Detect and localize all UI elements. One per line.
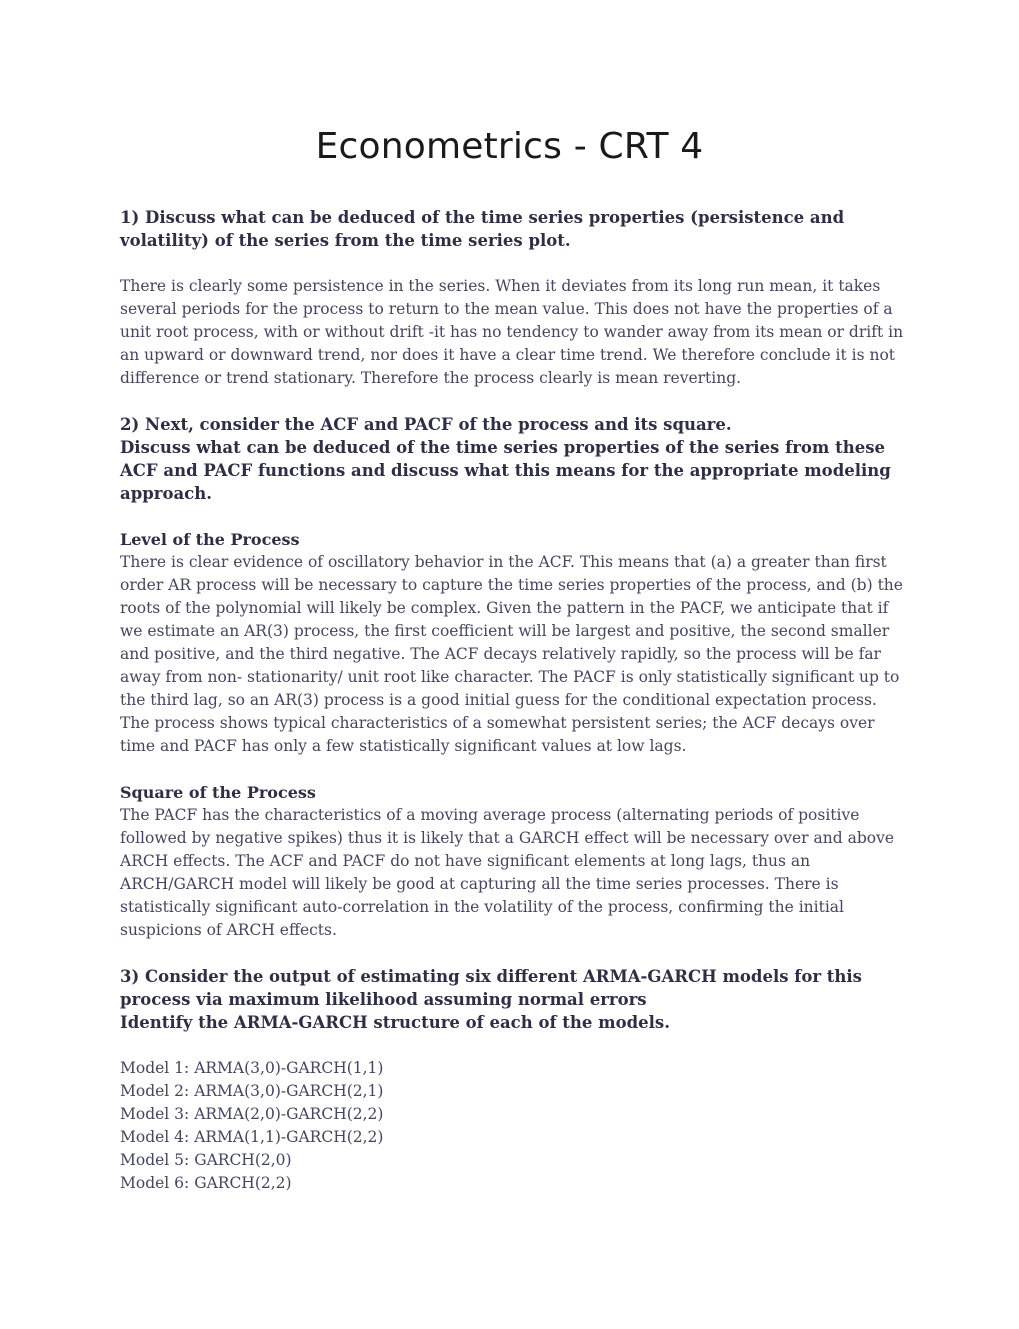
question-2-line-1: 2) Next, consider the ACF and PACF of the process and its square. — [120, 415, 732, 434]
square-heading: Square of the Process — [120, 783, 316, 802]
model-list — [120, 1057, 910, 1195]
list-item: Model 6: GARCH(2,2) — [120, 1174, 292, 1192]
list-item: Model 5: GARCH(2,0) — [120, 1151, 292, 1169]
level-heading: Level of the Process — [120, 530, 300, 549]
question-1: 1) Discuss what can be deduced of the time series properties (persistence and volatility) of the series from the time series plot. — [120, 208, 845, 250]
page-title: Econometrics - CRT 4 — [315, 126, 704, 167]
list-item: Model 1: ARMA(3,0)-GARCH(1,1) — [120, 1059, 384, 1077]
question-3-line-1: 3) Consider the output of estimating six different ARMA-GARCH models for this process via maximum likelihood assuming normal errors — [120, 967, 862, 1009]
question-2-line-2: Discuss what can be deduced of the time series properties of the series from these ACF and PACF functions and discuss what this means for the appropriate modeling approach. — [120, 438, 891, 503]
square-text: The PACF has the characteristics of a moving average process (alternating periods of positive followed by negative spikes) thus it is likely that a GARCH effect will be necessary over and above ARCH effects. The ACF and PACF do not have significant elements at long lags, thus an ARCH/GARCH model will likely be good at capturing all the time series processes. There is statistically significant auto-correlation in the volatility of the process, confirming the initial suspicions of ARCH effects. — [120, 806, 895, 939]
list-item: Model 4: ARMA(1,1)-GARCH(2,2) — [120, 1128, 384, 1146]
list-item: Model 3: ARMA(2,0)-GARCH(2,2) — [120, 1105, 384, 1123]
answer-1: There is clearly some persistence in the series. When it deviates from its long run mean, it takes several periods for the process to return to the mean value. This does not have the properties of a unit root process, with or without drift -it has no tendency to wander away from its mean or drift in an upward or downward trend, nor does it have a clear time trend. We therefore conclude it is not difference or trend stationary. Therefore the process clearly is mean reverting. — [120, 277, 904, 387]
document-body — [120, 206, 910, 1195]
question-3-line-2: Identify the ARMA-GARCH structure of each of the models. — [120, 1013, 670, 1032]
level-text: There is clear evidence of oscillatory behavior in the ACF. This means that (a) a greater than first order AR process will be necessary to capture the time series properties of the process, and (b) the roots of the polynomial will likely be complex. Given the pattern in the PACF, we anticipate that if we estimate an AR(3) process, the first coefficient will be largest and positive, the second smaller and positive, and the third negative. The ACF decays relatively rapidly, so the process will be far away from non- stationarity/ unit root like character. The PACF is only statistically significant up to the third lag, so an AR(3) process is a good initial guess for the conditional expectation process. The process shows typical characteristics of a somewhat persistent series; the ACF decays over time and PACF has only a few statistically significant values at low lags. — [120, 553, 903, 755]
list-item: Model 2: ARMA(3,0)-GARCH(2,1) — [120, 1082, 384, 1100]
